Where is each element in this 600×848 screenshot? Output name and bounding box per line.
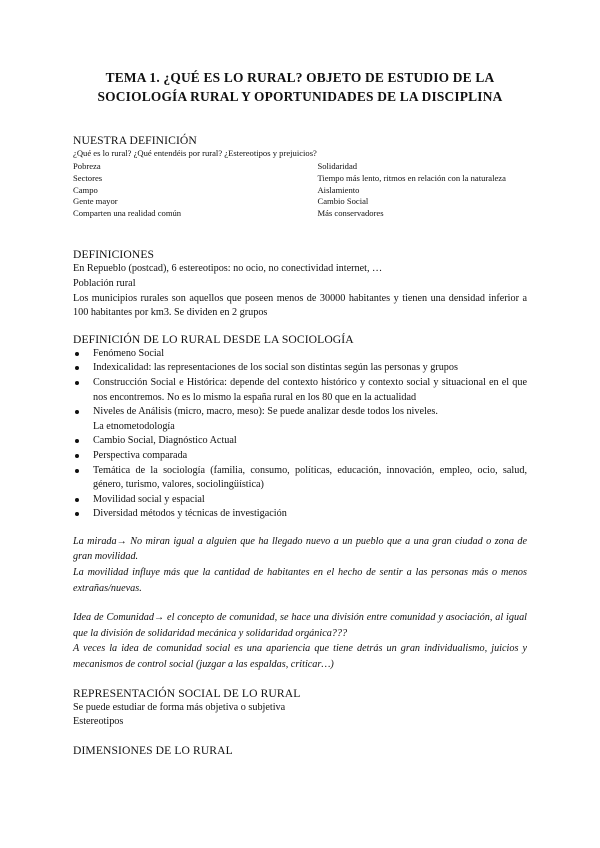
list-item: Solidaridad (317, 161, 358, 172)
list-item: Campo (73, 184, 98, 195)
paragraph: Población rural (73, 277, 136, 289)
list-item-text: Diversidad métodos y técnicas de investigación (93, 508, 287, 520)
list-item: Más conservadores (317, 207, 384, 218)
italic-paragraph: La mirada→ No miran igual a alguien que ha llegado nuevo a un pueblo que a una gran ciudad o zona de gran movilidad. (73, 535, 527, 563)
list-item (73, 361, 527, 376)
section-definicion-sociologia (73, 333, 527, 522)
list-item-text: Movilidad social y espacial (93, 493, 205, 505)
section-representacion-social (73, 687, 527, 730)
section-heading: NUESTRA DEFINICIÓN (73, 134, 197, 147)
bullet-icon (75, 381, 79, 385)
paragraph: Estereotipos (73, 716, 124, 728)
italic-paragraph: Idea de Comunidad→ el concepto de comunidad, se hace una división entre comunidad y asociación, al igual que la división de solidaridad mecánica y solidaridad orgánica??? (73, 612, 527, 639)
list-item-text: Niveles de Análisis (micro, macro, meso): Se puede analizar desde todos los niveles. (93, 406, 438, 418)
left-column (73, 161, 317, 219)
list-item: Pobreza (73, 161, 101, 172)
bullet-icon (75, 454, 79, 458)
italic-paragraph: A veces la idea de comunidad social es una apariencia que tiene detrás un gran individualismo, juicios y mecanismos de control social (juzgar a las espaldas, criticar…) (73, 643, 527, 671)
section-dimensiones (73, 744, 527, 758)
title-line-1: TEMA 1. ¿QUÉ ES LO RURAL? OBJETO DE ESTUDIO DE LA (105, 70, 495, 85)
list-item (73, 464, 527, 493)
bullet-icon (75, 439, 79, 443)
list-item-text: Construcción Social e Histórica: depende del contexto histórico y contexto social y situacional en el que nos encontremos. No es lo mismo la españa rural en los 80 que en la actualidad (93, 376, 527, 403)
bullet-icon (75, 469, 79, 473)
list-item: Sectores (73, 173, 103, 183)
section-definiciones (73, 248, 527, 320)
list-item (73, 405, 527, 420)
section-heading: REPRESENTACIÓN SOCIAL DE LO RURAL (73, 686, 301, 700)
document-title (73, 68, 527, 106)
italic-note-comunidad (73, 610, 527, 672)
bullet-icon (75, 512, 79, 516)
characteristics-table (73, 161, 527, 219)
section-heading: DEFINICIÓN DE LO RURAL DESDE LA SOCIOLOGÍA (73, 332, 354, 346)
bullet-icon (75, 498, 79, 502)
list-item-text: Cambio Social, Diagnóstico Actual (93, 435, 237, 447)
list-item (73, 493, 527, 508)
list-item-text: Temática de la sociología (familia, consumo, políticas, educación, innovación, empleo, ocio, salud, género, turismo, valores, sociolingüística) (93, 464, 527, 491)
italic-note-mirada (73, 534, 527, 596)
bullet-icon (75, 366, 79, 370)
list-item (73, 507, 527, 522)
bullet-list (73, 347, 527, 420)
paragraph: Los municipios rurales son aquellos que poseen menos de 30000 habitantes y tienen una densidad inferior a 100 habitantes por km3. Se dividen en 2 grupos (73, 292, 527, 319)
section-heading: DIMENSIONES DE LO RURAL (73, 743, 233, 757)
bullet-icon (75, 410, 79, 414)
section-nuestra-definicion (73, 134, 527, 219)
bullet-list (73, 434, 527, 522)
list-item: Gente mayor (73, 196, 118, 207)
question-line: ¿Qué es lo rural? ¿Qué entendéis por rural? ¿Estereotipos y prejuicios? (73, 148, 317, 158)
list-item: Cambio Social (317, 196, 369, 207)
paragraph: En Repueblo (postcad), 6 estereotipos: no ocio, no conectividad internet, … (73, 263, 383, 275)
list-item (73, 376, 527, 405)
list-item-text: Fenómeno Social (93, 347, 165, 359)
list-item: Tiempo más lento, ritmos en relación con la naturaleza (317, 173, 506, 183)
sub-item: La etnometodología (93, 420, 175, 432)
bullet-icon (75, 352, 79, 356)
list-item-text: Indexicalidad: las representaciones de los social son distintas según las personas y grupos (93, 362, 458, 374)
list-item: Comparten una realidad común (73, 207, 182, 218)
list-item: Aislamiento (317, 184, 360, 195)
list-item (73, 434, 527, 449)
section-heading: DEFINICIONES (73, 248, 155, 262)
title-line-2: SOCIOLOGÍA RURAL Y OPORTUNIDADES DE LA DISCIPLINA (97, 89, 503, 104)
italic-paragraph: La movilidad influye más que la cantidad de habitantes en el hecho de sentir a las personas más o menos extrañas/nuevas. (73, 567, 527, 594)
paragraph: Se puede estudiar de forma más objetiva o subjetiva (73, 701, 286, 713)
list-item (73, 449, 527, 464)
list-item-text: Perspectiva comparada (93, 449, 188, 461)
list-item (73, 347, 527, 362)
right-column (317, 161, 527, 219)
